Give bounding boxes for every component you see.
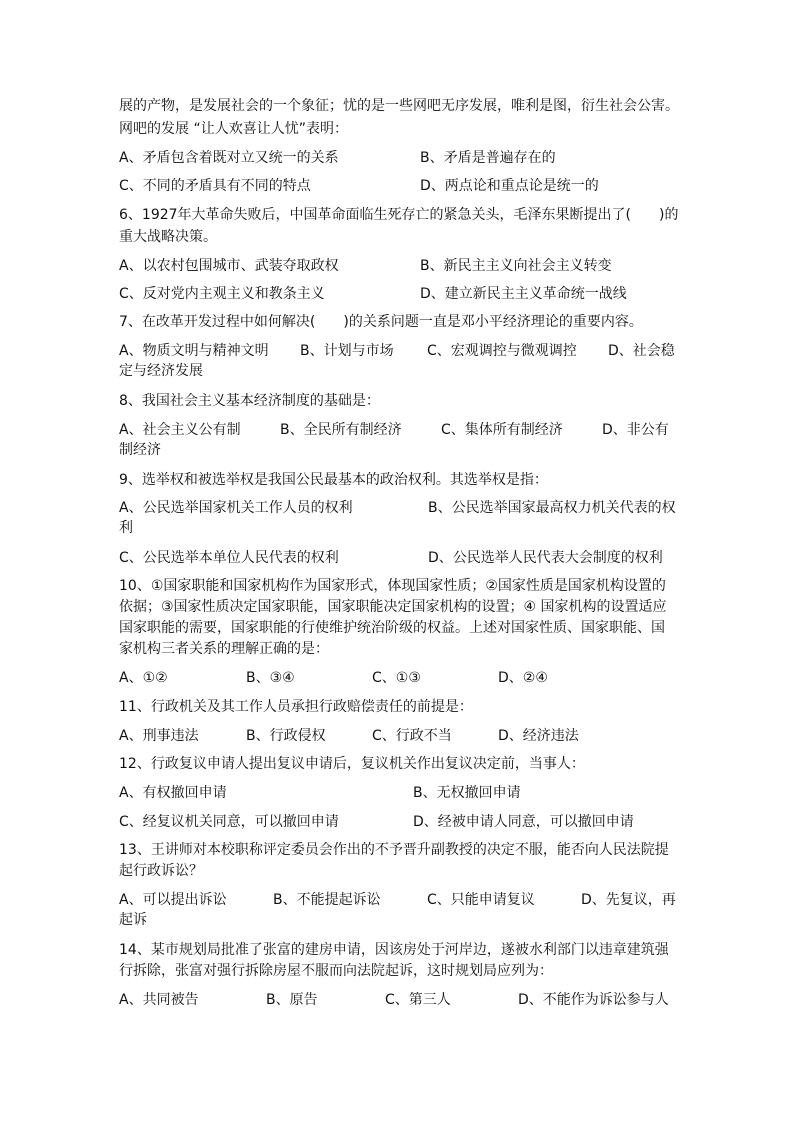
q6-option-a: A、以农村包围城市、武装夺取政权 (119, 258, 339, 274)
q12-option-d: D、经被申请人同意，可以撤回申请 (413, 814, 634, 830)
q7-stem: 7、在改革开发过程中如何解决( )的关系问题一直是邓小平经济理论的重要内容。 (119, 314, 643, 330)
q13-option-b: B、不能提起诉讼 (273, 892, 381, 908)
q6-option-d: D、建立新民主主义革命统一战线 (420, 286, 627, 302)
q14-option-a: A、共同被告 (119, 992, 199, 1008)
q7-option-d-wrap: 定与经济发展 (119, 363, 203, 379)
q7-option-a: A、物质文明与精神文明 (119, 343, 269, 359)
q8-option-d: D、非公有 (602, 422, 669, 438)
q13-stem-line-2: 起行政诉讼？ (119, 863, 203, 879)
q11-stem: 11、行政机关及其工作人员承担行政赔偿责任的前提是： (119, 699, 473, 715)
q9-option-b: B、公民选举国家最高权力机关代表的权 (428, 500, 676, 516)
q5-stem-line-2: 网吧的发展 “让人欢喜让人忧”表明： (119, 121, 348, 137)
q14-stem-line-1: 14、某市规划局批准了张富的建房申请，因该房处于河岸边，遂被水利部门以违章建筑强 (119, 942, 669, 958)
q10-stem-line-3: 国家职能的需要，国家职能的行使维护统治阶级的权益。上述对国家性质、国家职能、国 (119, 620, 665, 636)
q14-option-d: D、不能作为诉讼参与人 (518, 992, 669, 1008)
q7-option-c: C、宏观调控与微观调控 (427, 343, 577, 359)
q12-option-b: B、无权撤回申请 (413, 785, 521, 801)
q10-stem-line-4: 家机构三者关系的理解正确的是： (119, 641, 329, 657)
q10-option-a: A、①② (119, 670, 168, 686)
q7-option-d: D、社会稳 (608, 343, 675, 359)
q11-option-c: C、行政不当 (372, 728, 452, 744)
q12-option-c: C、经复议机关同意，可以撤回申请 (119, 814, 339, 830)
q6-stem-line-2: 重大战略决策。 (119, 229, 217, 245)
q8-stem: 8、我国社会主义基本经济制度的基础是： (119, 393, 380, 409)
q8-option-b: B、全民所有制经济 (280, 422, 402, 438)
q14-stem-line-2: 行拆除，张富对强行拆除房屋不服而向法院起诉，这时规划局应列为： (119, 963, 553, 979)
q9-option-d: D、公民选举人民代表大会制度的权利 (428, 550, 663, 566)
q12-stem: 12、行政复议申请人提出复议申请后，复议机关作出复议决定前，当事人： (119, 756, 585, 772)
q10-stem-line-1: 10、①国家职能和国家机构作为国家形式，体现国家性质；②国家性质是国家机构设置的 (119, 578, 666, 594)
q13-option-d: D、先复议，再 (581, 892, 676, 908)
q8-option-d-wrap: 制经济 (119, 442, 161, 458)
q5-option-c: C、不同的矛盾具有不同的特点 (119, 178, 311, 194)
q13-option-d-wrap: 起诉 (119, 912, 147, 928)
q9-option-a: A、公民选举国家机关工作人员的权利 (119, 500, 353, 516)
q13-option-a: A、可以提出诉讼 (119, 892, 227, 908)
q14-option-b: B、原告 (266, 992, 318, 1008)
q11-option-d: D、经济违法 (498, 728, 579, 744)
q10-option-d: D、②④ (498, 670, 548, 686)
q10-option-c: C、①③ (372, 670, 421, 686)
q9-option-c: C、公民选举本单位人民代表的权利 (119, 550, 339, 566)
q5-option-d: D、两点论和重点论是统一的 (420, 178, 599, 194)
q11-option-b: B、行政侵权 (246, 728, 326, 744)
q13-stem-line-1: 13、王讲师对本校职称评定委员会作出的不予晋升副教授的决定不服，能否向人民法院提 (119, 842, 669, 858)
q8-option-a: A、社会主义公有制 (119, 422, 241, 438)
q9-option-b-wrap: 利 (119, 520, 133, 536)
q5-option-b: B、矛盾是普遍存在的 (420, 150, 556, 166)
q14-option-c: C、第三人 (385, 992, 451, 1008)
q10-option-b: B、③④ (246, 670, 295, 686)
q12-option-a: A、有权撤回申请 (119, 785, 227, 801)
q6-stem-line-1: 6、1927年大革命失败后，中国革命面临生死存亡的紧急关头，毛泽东果断提出了( )的 (119, 207, 679, 223)
q5-stem-line-1: 展的产物，是发展社会的一个象征；忧的是一些网吧无序发展，唯利是图，衍生社会公害。 (119, 98, 679, 114)
q6-option-c: C、反对党内主观主义和教条主义 (119, 286, 325, 302)
q6-option-b: B、新民主主义向社会主义转变 (420, 258, 612, 274)
q11-option-a: A、刑事违法 (119, 728, 199, 744)
q7-option-b: B、计划与市场 (300, 343, 394, 359)
q10-stem-line-2: 依据；③国家性质决定国家职能，国家职能决定国家机构的设置；④ 国家机构的设置适应 (119, 599, 667, 615)
q8-option-c: C、集体所有制经济 (441, 422, 563, 438)
q13-option-c: C、只能申请复议 (427, 892, 535, 908)
q9-stem: 9、选举权和被选举权是我国公民最基本的政治权利。其选举权是指： (119, 472, 548, 488)
q5-option-a: A、矛盾包含着既对立又统一的关系 (119, 150, 339, 166)
